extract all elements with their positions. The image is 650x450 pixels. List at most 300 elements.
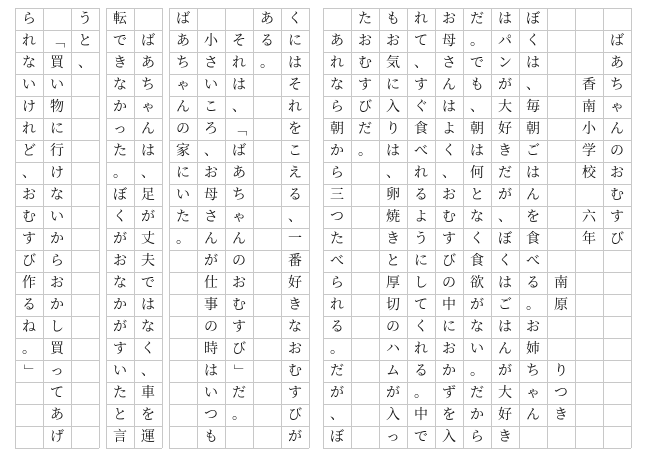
manuscript-char: 朝	[330, 121, 344, 137]
manuscript-char: が	[498, 187, 512, 203]
manuscript-char: る	[526, 275, 540, 291]
manuscript-char: 入	[386, 99, 400, 115]
manuscript-char: 、	[78, 55, 92, 71]
manuscript-char: ず	[442, 385, 456, 401]
manuscript-char: び	[232, 341, 246, 357]
manuscript-char: 一	[288, 231, 302, 247]
manuscript-char: 車	[141, 385, 155, 401]
manuscript-char: 切	[386, 297, 400, 313]
manuscript-char: は	[204, 363, 218, 379]
manuscript-char: す	[22, 231, 36, 247]
manuscript-char: 中	[442, 297, 456, 313]
manuscript-char: 。	[176, 231, 190, 247]
manuscript-char: 「	[231, 122, 247, 136]
manuscript-char: 、	[204, 143, 218, 159]
manuscript-char: ろ	[204, 121, 218, 137]
manuscript-char: と	[78, 33, 92, 49]
manuscript-char: と	[113, 407, 127, 423]
manuscript-char: 。	[22, 341, 36, 357]
manuscript-char: が	[330, 385, 344, 401]
manuscript-char: な	[288, 319, 302, 335]
manuscript-char: り	[386, 121, 400, 137]
manuscript-char: す	[358, 77, 372, 93]
manuscript-char: べ	[330, 253, 344, 269]
manuscript-char: 何	[470, 165, 484, 181]
manuscript-char: が	[498, 77, 512, 93]
manuscript-char: そ	[288, 77, 302, 93]
manuscript-char: 行	[50, 143, 64, 159]
manuscript-char: お	[113, 253, 127, 269]
manuscript-char: ね	[22, 319, 36, 335]
manuscript-char	[547, 316, 575, 338]
manuscript-char: 香	[582, 77, 596, 93]
manuscript-char: は	[442, 99, 456, 115]
manuscript-char: 事	[204, 297, 218, 313]
manuscript-char: を	[526, 209, 540, 225]
manuscript-char: た	[330, 231, 344, 247]
manuscript-char: の	[610, 143, 624, 159]
manuscript-char: 厚	[386, 275, 400, 291]
manuscript-char: 時	[204, 341, 218, 357]
manuscript-char: の	[176, 121, 190, 137]
manuscript-char: 学	[582, 143, 596, 159]
manuscript-char: 母	[204, 187, 218, 203]
manuscript-char: に	[442, 319, 456, 335]
manuscript-char: ん	[526, 187, 540, 203]
manuscript-char: 」	[231, 364, 247, 378]
manuscript-char: お	[386, 33, 400, 49]
manuscript-char: ば	[176, 11, 190, 27]
manuscript-char: お	[442, 341, 456, 357]
manuscript-char: 買	[50, 55, 64, 71]
manuscript-char: い	[113, 363, 127, 379]
manuscript-char: 。	[414, 385, 428, 401]
manuscript-char: で	[113, 33, 127, 49]
manuscript-char: か	[50, 297, 64, 313]
manuscript-char: だ	[232, 385, 246, 401]
manuscript-char: 小	[582, 121, 596, 137]
manuscript-char: な	[113, 77, 127, 93]
manuscript-char: れ	[288, 99, 302, 115]
manuscript-char: か	[330, 143, 344, 159]
manuscript-char: で	[414, 429, 428, 445]
manuscript-char: 。	[470, 33, 484, 49]
manuscript-char: だ	[330, 363, 344, 379]
manuscript-char: っ	[386, 429, 400, 445]
manuscript-char: ち	[526, 363, 540, 379]
manuscript-char: 物	[50, 99, 64, 115]
manuscript-char: な	[50, 187, 64, 203]
manuscript-char: る	[330, 319, 344, 335]
manuscript-char: べ	[414, 143, 428, 159]
manuscript-char: び	[610, 231, 624, 247]
manuscript-char: 好	[498, 407, 512, 423]
manuscript-char: べ	[526, 253, 540, 269]
manuscript-char: 、	[414, 55, 428, 71]
manuscript-char: さ	[204, 55, 218, 71]
manuscript-char: く	[288, 11, 302, 27]
manuscript-char: お	[526, 319, 540, 335]
manuscript-char: る	[414, 363, 428, 379]
manuscript-char: 運	[141, 429, 155, 445]
manuscript-char: す	[442, 231, 456, 247]
manuscript-char: 」	[21, 364, 37, 378]
manuscript-char: が	[141, 209, 155, 225]
manuscript-char: る	[260, 33, 274, 49]
manuscript-char: 気	[386, 55, 400, 71]
manuscript-char: れ	[414, 11, 428, 27]
manuscript-char	[547, 338, 575, 360]
manuscript-char: よ	[442, 121, 456, 137]
manuscript-char: つ	[330, 209, 344, 225]
manuscript-char: 好	[498, 121, 512, 137]
manuscript-char: は	[141, 297, 155, 313]
manuscript-char: う	[414, 231, 428, 247]
manuscript-char: が	[386, 385, 400, 401]
manuscript-char: い	[176, 187, 190, 203]
manuscript-char: か	[50, 231, 64, 247]
manuscript-char: ら	[470, 429, 484, 445]
manuscript-char: も	[470, 77, 484, 93]
manuscript-char: ゃ	[176, 77, 190, 93]
manuscript-char: て	[50, 385, 64, 401]
manuscript-char: 。	[260, 55, 274, 71]
manuscript-char: 欲	[470, 275, 484, 291]
manuscript-char: 作	[22, 275, 36, 291]
manuscript-char: あ	[330, 33, 344, 49]
manuscript-char: お	[204, 165, 218, 181]
manuscript-char: 朝	[526, 121, 540, 137]
manuscript-char: れ	[232, 55, 246, 71]
manuscript-char: れ	[22, 121, 36, 137]
manuscript-char: 六	[582, 209, 596, 225]
manuscript-char: む	[232, 297, 246, 313]
manuscript-char: く	[526, 33, 540, 49]
manuscript-char: 焼	[386, 209, 400, 225]
manuscript-char: き	[498, 143, 512, 159]
manuscript-char: き	[288, 297, 302, 313]
manuscript-char: お	[288, 341, 302, 357]
manuscript-char: 原	[554, 297, 568, 313]
manuscript-char: に	[414, 253, 428, 269]
manuscript-char: く	[498, 253, 512, 269]
manuscript-char: ハ	[386, 341, 400, 357]
manuscript-char: が	[113, 319, 127, 335]
manuscript-char: 、	[526, 77, 540, 93]
manuscript-char: お	[442, 11, 456, 27]
manuscript-char: 、	[141, 165, 155, 181]
manuscript-char: に	[176, 165, 190, 181]
manuscript-char: き	[113, 55, 127, 71]
manuscript-char: ゃ	[526, 385, 540, 401]
manuscript-char: ん	[176, 99, 190, 115]
manuscript-char: な	[113, 275, 127, 291]
manuscript-char: け	[22, 99, 36, 115]
manuscript-char: む	[358, 55, 372, 71]
manuscript-char: た	[113, 385, 127, 401]
manuscript-char: び	[442, 253, 456, 269]
manuscript-char: ん	[442, 77, 456, 93]
manuscript-char: ん	[204, 231, 218, 247]
manuscript-char: ち	[232, 187, 246, 203]
manuscript-char: は	[498, 11, 512, 27]
manuscript-char: は	[526, 55, 540, 71]
manuscript-char: 卵	[386, 187, 400, 203]
manuscript-char: 食	[526, 231, 540, 247]
manuscript-char: 足	[141, 187, 155, 203]
manuscript-char: す	[232, 319, 246, 335]
manuscript-char: か	[470, 407, 484, 423]
manuscript-char: 、	[470, 99, 484, 115]
manuscript-char: っ	[50, 363, 64, 379]
manuscript-char: る	[22, 297, 36, 313]
manuscript-char: さ	[204, 209, 218, 225]
manuscript-char: れ	[414, 341, 428, 357]
manuscript-char: 、	[386, 165, 400, 181]
manuscript-char: す	[610, 209, 624, 225]
manuscript-char: い	[204, 77, 218, 93]
manuscript-char: え	[288, 165, 302, 181]
manuscript-char: び	[288, 407, 302, 423]
manuscript-char: 大	[498, 99, 512, 115]
manuscript-char: む	[610, 187, 624, 203]
manuscript-char: の	[442, 275, 456, 291]
manuscript-char: い	[50, 209, 64, 225]
manuscript-char: な	[141, 319, 155, 335]
manuscript-char: 転	[113, 11, 127, 27]
manuscript-char: い	[22, 77, 36, 93]
manuscript-char: も	[204, 429, 218, 445]
manuscript-char: 仕	[204, 275, 218, 291]
manuscript-char: む	[442, 209, 456, 225]
manuscript-char: 、	[288, 209, 302, 225]
manuscript-char: ム	[386, 363, 400, 379]
manuscript-char: が	[204, 253, 218, 269]
manuscript-char: こ	[288, 143, 302, 159]
manuscript-char: 朝	[470, 121, 484, 137]
manuscript-char: に	[50, 121, 64, 137]
manuscript-char: だ	[470, 385, 484, 401]
manuscript-char: ゃ	[232, 209, 246, 225]
manuscript-char: ち	[610, 77, 624, 93]
manuscript-char: け	[50, 165, 64, 181]
manuscript-char: な	[22, 55, 36, 71]
manuscript-char: び	[358, 99, 372, 115]
manuscript-char: 姉	[526, 341, 540, 357]
manuscript-char: 中	[414, 407, 428, 423]
manuscript-char: が	[498, 363, 512, 379]
manuscript-char: が	[113, 231, 127, 247]
manuscript-char: ン	[498, 55, 512, 71]
manuscript-char: 丈	[141, 231, 155, 247]
manuscript-char: に	[386, 77, 400, 93]
manuscript-char: び	[22, 253, 36, 269]
manuscript-char: は	[386, 143, 400, 159]
manuscript-char: 毎	[526, 99, 540, 115]
manuscript-char: な	[470, 319, 484, 335]
manuscript-char: あ	[141, 55, 155, 71]
manuscript-char: ゃ	[610, 99, 624, 115]
manuscript-char: あ	[176, 33, 190, 49]
manuscript-char: 、	[498, 209, 512, 225]
manuscript-char: さ	[442, 55, 456, 71]
manuscript-char: ち	[176, 55, 190, 71]
manuscript-char: ら	[50, 253, 64, 269]
manuscript-char: ら	[330, 99, 344, 115]
manuscript-char: い	[50, 77, 64, 93]
manuscript-char: の	[204, 319, 218, 335]
manuscript-char: ば	[232, 143, 246, 159]
manuscript-char: 言	[113, 429, 127, 445]
manuscript-char: で	[470, 55, 484, 71]
manuscript-char: た	[176, 209, 190, 225]
manuscript-char: は	[498, 275, 512, 291]
manuscript-char: は	[141, 143, 155, 159]
manuscript-char: つ	[204, 407, 218, 423]
manuscript-char: お	[232, 275, 246, 291]
manuscript-char: あ	[232, 165, 246, 181]
manuscript-char: な	[330, 77, 344, 93]
manuscript-char: を	[442, 407, 456, 423]
manuscript-char: あ	[260, 11, 274, 27]
manuscript-char: 番	[288, 253, 302, 269]
manuscript-char: く	[442, 143, 456, 159]
manuscript-char: ご	[526, 143, 540, 159]
manuscript-char: 入	[386, 407, 400, 423]
manuscript-char: ぼ	[498, 231, 512, 247]
manuscript-char: る	[288, 187, 302, 203]
manuscript-char: ん	[526, 407, 540, 423]
manuscript-char: な	[470, 209, 484, 225]
manuscript-char: だ	[498, 165, 512, 181]
manuscript-char: の	[232, 253, 246, 269]
manuscript-char: お	[22, 187, 36, 203]
manuscript-char: す	[288, 385, 302, 401]
manuscript-char: ば	[141, 33, 155, 49]
manuscript-char: 夫	[141, 253, 155, 269]
manuscript-char: 「	[49, 34, 65, 48]
manuscript-char: て	[414, 33, 428, 49]
manuscript-char: 家	[176, 143, 190, 159]
manuscript-char: 入	[442, 429, 456, 445]
manuscript-char: く	[414, 319, 428, 335]
manuscript-char: ら	[330, 275, 344, 291]
manuscript-char: 年	[582, 231, 596, 247]
manuscript-char: い	[204, 385, 218, 401]
manuscript-char: 。	[470, 363, 484, 379]
manuscript-char: ら	[330, 165, 344, 181]
manuscript-char: き	[554, 407, 568, 423]
manuscript-char: 校	[582, 165, 596, 181]
manuscript-char: る	[414, 187, 428, 203]
manuscript-char: で	[141, 275, 155, 291]
manuscript-char: だ	[470, 11, 484, 27]
manuscript-char: 、	[330, 407, 344, 423]
manuscript-char: し	[50, 319, 64, 335]
manuscript-char: は	[498, 319, 512, 335]
manuscript-char: お	[50, 275, 64, 291]
manuscript-char: を	[288, 121, 302, 137]
manuscript-char: お	[358, 33, 372, 49]
manuscript-char: れ	[330, 55, 344, 71]
manuscript-char: ん	[141, 121, 155, 137]
manuscript-char: に	[288, 33, 302, 49]
manuscript-char: と	[386, 253, 400, 269]
manuscript-char: 母	[442, 33, 456, 49]
manuscript-char: か	[113, 297, 127, 313]
manuscript-char: を	[141, 407, 155, 423]
manuscript-char: 南	[554, 275, 568, 291]
manuscript-char: た	[358, 11, 372, 27]
manuscript-char: は	[288, 55, 302, 71]
manuscript-char: り	[554, 363, 568, 379]
manuscript-char: 。	[358, 143, 372, 159]
manuscript-char: ぼ	[526, 11, 540, 27]
manuscript-char: あ	[50, 407, 64, 423]
manuscript-char: 、	[232, 99, 246, 115]
manuscript-char: あ	[610, 55, 624, 71]
manuscript-char: 大	[498, 385, 512, 401]
manuscript-char: い	[470, 341, 484, 357]
manuscript-char: お	[610, 165, 624, 181]
manuscript-char: も	[386, 11, 400, 27]
manuscript-char: き	[386, 231, 400, 247]
manuscript-char: ゃ	[141, 99, 155, 115]
manuscript-char: 南	[582, 99, 596, 115]
manuscript-char: か	[442, 363, 456, 379]
manuscript-char: ん	[232, 231, 246, 247]
manuscript-char: 小	[204, 33, 218, 49]
manuscript-char: げ	[50, 429, 64, 445]
manuscript-char: む	[22, 209, 36, 225]
manuscript-char: よ	[414, 209, 428, 225]
manuscript-char: つ	[554, 385, 568, 401]
manuscript-char: 、	[141, 363, 155, 379]
manuscript-char: 食	[414, 121, 428, 137]
manuscript-char: だ	[358, 121, 372, 137]
manuscript-char: ぼ	[330, 429, 344, 445]
manuscript-char: ち	[141, 77, 155, 93]
manuscript-char: こ	[204, 99, 218, 115]
manuscript-char: ぼ	[113, 187, 127, 203]
manuscript-char: か	[113, 99, 127, 115]
manuscript-char: が	[288, 429, 302, 445]
manuscript-char: そ	[232, 33, 246, 49]
manuscript-char: く	[470, 231, 484, 247]
manuscript-char: れ	[414, 165, 428, 181]
manuscript-char: て	[414, 297, 428, 313]
manuscript-char: 。	[232, 407, 246, 423]
manuscript-char: す	[414, 77, 428, 93]
manuscript-char: ご	[498, 297, 512, 313]
manuscript-char: す	[113, 341, 127, 357]
manuscript-char: れ	[330, 297, 344, 313]
manuscript-char: は	[232, 77, 246, 93]
manuscript-char: 三	[330, 187, 344, 203]
manuscript-char: っ	[113, 121, 127, 137]
manuscript-char: 買	[50, 341, 64, 357]
manuscript-char: 。	[113, 165, 127, 181]
manuscript-char: う	[78, 11, 92, 27]
manuscript-char: ば	[610, 33, 624, 49]
manuscript-char: は	[470, 143, 484, 159]
manuscript-char: 好	[288, 275, 302, 291]
manuscript-char: お	[442, 187, 456, 203]
manuscript-char: む	[288, 363, 302, 379]
manuscript-char: く	[113, 209, 127, 225]
manuscript-char: く	[141, 341, 155, 357]
manuscript-char: パ	[498, 33, 512, 49]
